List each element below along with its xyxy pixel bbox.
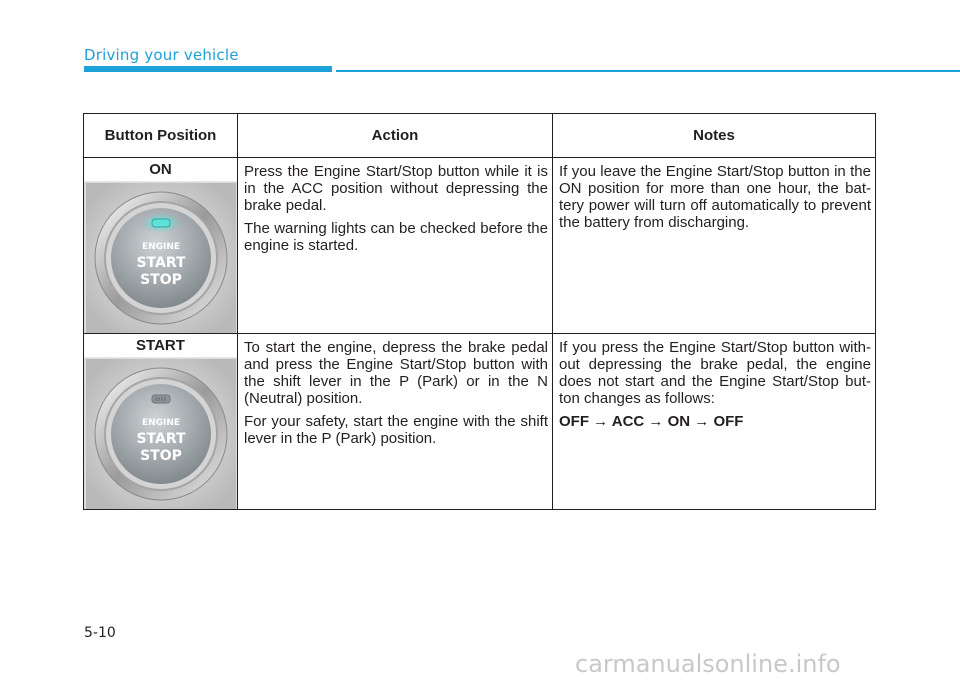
- button-text-start: START: [135, 430, 186, 447]
- button-text-engine: ENGINE: [141, 241, 180, 252]
- notes-cell-start: [553, 334, 876, 510]
- button-sequence: OFF → ACC → ON → OFF: [559, 413, 744, 430]
- watermark: carmanualsonline.info: [575, 650, 841, 678]
- table-row-on: [84, 158, 876, 334]
- action-text: The warning lights can be checked before the engine is started.: [244, 220, 548, 254]
- action-text: To start the engine, depress the brake pedal and press the Engine Start/Stop button with the shift lever in the P (Park) or in the N (Neutral) position.: [244, 339, 548, 407]
- section-title: Driving your vehicle: [84, 46, 239, 64]
- column-header-position: Button Position: [84, 114, 238, 158]
- page-number: 5-10: [84, 625, 116, 641]
- engine-button-image-start: [84, 358, 237, 509]
- header-rule-thin: [336, 70, 960, 72]
- column-header-action: Action: [238, 114, 553, 158]
- engine-start-stop-button-start-icon: [86, 359, 236, 509]
- header-rule-thick: [84, 66, 332, 72]
- action-text: Press the Engine Start/Stop button while it is in the ACC position without depressing the brake pedal.: [244, 163, 548, 214]
- action-text: For your safety, start the engine with the shift lever in the P (Park) position.: [244, 413, 548, 447]
- engine-start-stop-button-on-icon: [86, 183, 236, 333]
- button-position-table: [83, 113, 876, 510]
- column-header-notes: Notes: [553, 114, 876, 158]
- position-cell-on: [84, 158, 238, 334]
- engine-button-image-on: [84, 182, 237, 333]
- position-cell-start: [84, 334, 238, 510]
- notes-text: If you leave the Engine Start/Stop button in the ON position for more than one hour, the bat-tery power will turn off automatically to prevent the battery from discharging.: [559, 163, 871, 231]
- notes-cell-on: [553, 158, 876, 334]
- button-text-engine: ENGINE: [141, 417, 180, 428]
- table-row-start: [84, 334, 876, 510]
- notes-text: If you press the Engine Start/Stop button with-out depressing the brake pedal, the engine does not start and the Engine Start/Stop but-ton changes as follows:: [559, 339, 871, 407]
- position-label-start: START: [84, 334, 237, 358]
- button-text-stop: STOP: [139, 447, 182, 464]
- table-header-row: [84, 114, 876, 158]
- action-cell-on: [238, 158, 553, 334]
- button-text-start: START: [135, 254, 186, 271]
- button-text-stop: STOP: [139, 271, 182, 288]
- action-cell-start: [238, 334, 553, 510]
- position-label-on: ON: [84, 158, 237, 182]
